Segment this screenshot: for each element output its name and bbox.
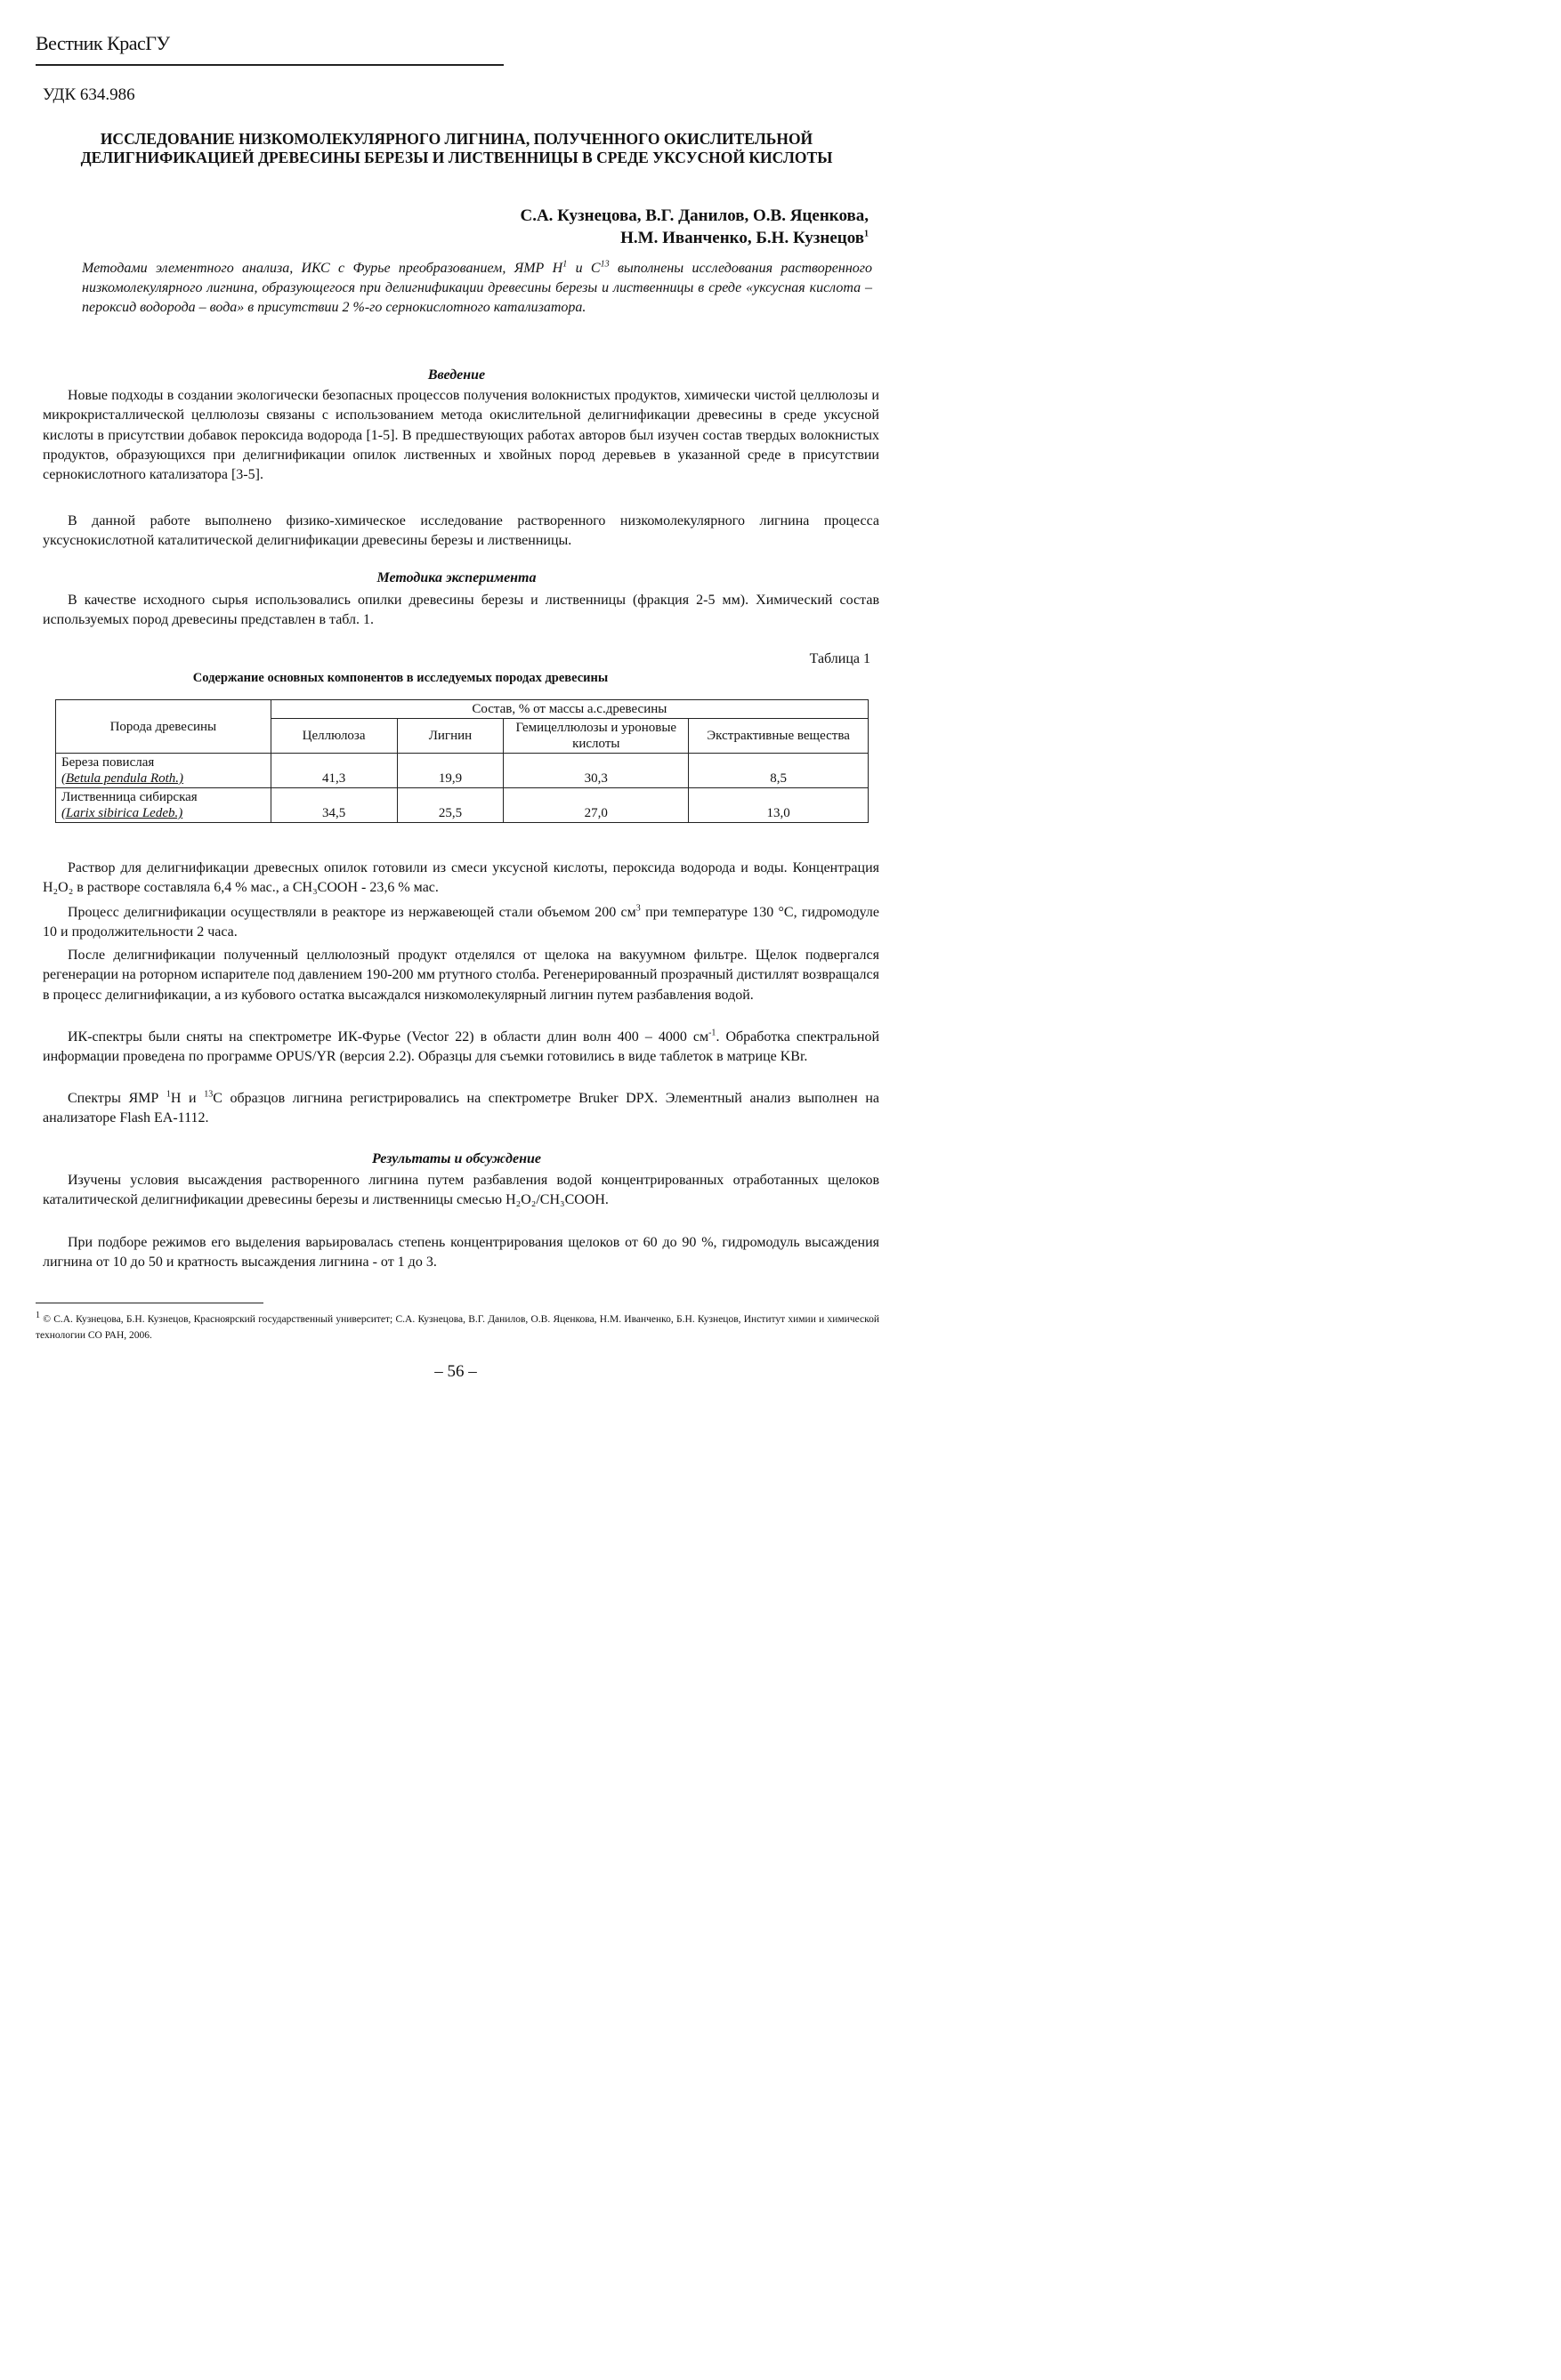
procedure-p5-text-c: С образцов лигнина регистрировались на спектрометре Bruker DPX. Элементный анализ выполнен на анализаторе Flash EA-1112. bbox=[43, 1091, 879, 1126]
procedure-paragraph-5 bbox=[43, 1089, 879, 1129]
procedure-p5-sup-2: 13 bbox=[204, 1089, 214, 1100]
procedure-p5-text-a: Спектры ЯМР bbox=[68, 1091, 166, 1106]
table-cell: 8,5 bbox=[689, 754, 869, 788]
composition-table bbox=[55, 699, 869, 823]
table-cell-species bbox=[56, 788, 271, 823]
table-cell: 13,0 bbox=[689, 788, 869, 823]
table-col-header: Целлюлоза bbox=[271, 719, 397, 754]
table-col-species: Порода древесины bbox=[56, 700, 271, 754]
authors-line-2-text: Н.М. Иванченко, Б.Н. Кузнецов bbox=[620, 229, 864, 247]
table-col-header: Гемицеллюлозы и уроновые кислоты bbox=[504, 719, 689, 754]
procedure-paragraph-3: После делигнификации полученный целлюлозный продукт отделялся от щелока на вакуумном фильтре. Щелок подвергался регенерации на роторном испарителе под давлением 190-200 мм ртутного столба. Регенерированный прозрачный дистиллят возвращался в процесс делигнификации, а из кубового остатка высаждался низкомолекулярный лигнин путем разбавления водой. bbox=[43, 948, 879, 1003]
table-label: Таблица 1 bbox=[809, 651, 870, 666]
article-title: ИССЛЕДОВАНИЕ НИЗКОМОЛЕКУЛЯРНОГО ЛИГНИНА, ПОЛУЧЕННОГО ОКИСЛИТЕЛЬНОЙ ДЕЛИГНИФИКАЦИЕЙ ДРЕВЕСИНЫ БЕРЕЗЫ И ЛИСТВЕННИЦЫ В СРЕДЕ УКСУСНОЙ КИСЛОТЫ bbox=[80, 130, 833, 166]
results-paragraph-1: Изучены условия высаждения растворенного лигнина путем разбавления водой концентрированных отработанных щелоков каталитической делигнификации древесины березы и лиственницы смесью H₂O₂/CH₃COOH. bbox=[43, 1173, 879, 1208]
table-col-group: Состав, % от массы а.с.древесины bbox=[271, 700, 868, 719]
abstract bbox=[82, 259, 872, 318]
intro-paragraph-1: Новые подходы в создании экологически безопасных процессов получения волокнистых продуктов, химически чистой целлюлозы и микрокристаллической целлюлозы связаны с использованием метода окислительной делигнификации древесины в среде уксусной кислоты в присутствии добавок пероксида водорода [1-5]. В предшествующих работах авторов был изучен состав твердых волокнистых продуктов, образующихся при делигнификации опилок лиственных и хвойных пород деревьев в указанной среде в присутствии сернокислотного катализатора [3-5]. bbox=[43, 388, 879, 483]
table-row bbox=[56, 788, 869, 823]
table-row bbox=[56, 754, 869, 788]
table-cell: 19,9 bbox=[397, 754, 504, 788]
table-cell: 34,5 bbox=[271, 788, 397, 823]
species-latin: (Larix sibirica Ledeb.) bbox=[61, 806, 183, 820]
species-latin: (Betula pendula Roth.) bbox=[61, 771, 184, 786]
procedure-p5-text-b: Н и bbox=[170, 1091, 205, 1106]
journal-name: Вестник КрасГУ bbox=[36, 32, 170, 54]
table-cell-species bbox=[56, 754, 271, 788]
table-cell: 41,3 bbox=[271, 754, 397, 788]
intro-paragraph-2: В данной работе выполнено физико-химическое исследование растворенного низкомолекулярного лигнина процесса уксуснокислотной каталитической делигнификации древесины березы и лиственницы. bbox=[43, 513, 879, 549]
procedure-p5-sup-1: 1 bbox=[166, 1089, 171, 1100]
table-col-header: Лигнин bbox=[397, 719, 504, 754]
procedure-paragraph-1: Раствор для делигнификации древесных опилок готовили из смеси уксусной кислоты, пероксида водорода и воды. Концентрация H₂O₂ в растворе составляла 6,4 % мас., а CH₃COOH - 23,6 % мас. bbox=[43, 860, 879, 896]
abstract-part-2: и С bbox=[567, 261, 601, 276]
abstract-sup-1: 1 bbox=[562, 259, 568, 270]
procedure-p2-text-b: при температуре 130 °С, гидромодуле 10 и продолжительности 2 часа. bbox=[43, 905, 880, 940]
heading-method: Методика эксперимента bbox=[376, 570, 537, 585]
procedure-p2-sup: 3 bbox=[635, 903, 641, 914]
abstract-part-1: Методами элементного анализа, ИКС с Фурье преобразованием, ЯМР Н bbox=[82, 261, 563, 276]
header-rule bbox=[36, 64, 504, 66]
heading-introduction: Введение bbox=[427, 367, 486, 383]
authors bbox=[520, 205, 869, 249]
author-footnote-mark: 1 bbox=[864, 229, 869, 239]
heading-results: Результаты и обсуждение bbox=[372, 1151, 541, 1166]
table-header-row-1 bbox=[56, 700, 869, 719]
footnote bbox=[36, 1311, 879, 1343]
procedure-paragraph-4 bbox=[43, 1028, 879, 1068]
species-name: Лиственница сибирская bbox=[61, 790, 198, 804]
procedure-p4-text-a: ИК-спектры были сняты на спектрометре ИК-Фурье (Vector 22) в области длин волн 400 – 4000 см bbox=[68, 1029, 709, 1045]
abstract-part-3: выполнены исследования растворенного низкомолекулярного лигнина, образующегося при делигнификации древесины березы и лиственницы в среде «уксусная кислота – пероксид водорода – вода» в присутствии 2 %-го сернокислотного катализатора. bbox=[82, 261, 872, 315]
paper-page bbox=[0, 0, 911, 1390]
method-paragraph-1: В качестве исходного сырья использовались опилки древесины березы и лиственницы (фракция 2-5 мм). Химический состав используемых пород древесины представлен в табл. 1. bbox=[43, 593, 879, 628]
authors-line-2 bbox=[520, 227, 869, 249]
table-col-header: Экстрактивные вещества bbox=[689, 719, 869, 754]
table-cell: 30,3 bbox=[504, 754, 689, 788]
authors-line-1: С.А. Кузнецова, В.Г. Данилов, О.В. Яценкова, bbox=[520, 206, 869, 225]
procedure-p4-text-b: . Обработка спектральной информации проведена по программе OPUS/YR (версия 2.2). Образцы для съемки готовились в виде таблеток в матрице KBr. bbox=[43, 1029, 880, 1065]
page-number: – 56 – bbox=[434, 1362, 477, 1381]
species-name: Береза повислая bbox=[61, 755, 155, 770]
procedure-p4-sup: -1 bbox=[708, 1028, 716, 1038]
procedure-p2-text-a: Процесс делигнификации осуществляли в реакторе из нержавеющей стали объемом 200 см bbox=[68, 905, 636, 920]
udk-code: УДК 634.986 bbox=[43, 85, 135, 104]
table-caption: Содержание основных компонентов в исследуемых породах древесины bbox=[192, 671, 609, 685]
procedure-paragraph-2 bbox=[43, 903, 879, 943]
table-cell: 25,5 bbox=[397, 788, 504, 823]
footnote-mark: 1 bbox=[36, 1311, 40, 1321]
footnote-text: © С.А. Кузнецова, Б.Н. Кузнецов, Красноярский государственный университет; С.А. Кузнецова, В.Г. Данилов, О.В. Яценкова, Н.М. Иванченко, Б.Н. Кузнецов, Институт химии и химической технологии СО РАН, 2006. bbox=[36, 1314, 879, 1341]
table-cell: 27,0 bbox=[504, 788, 689, 823]
abstract-sup-2: 13 bbox=[600, 259, 610, 270]
results-paragraph-2: При подборе режимов его выделения варьировалась степень концентрирования щелоков от 60 до 90 %, гидромодуль высаждения лигнина от 10 до 50 и кратность высаждения лигнина - от 1 до 3. bbox=[43, 1235, 879, 1271]
